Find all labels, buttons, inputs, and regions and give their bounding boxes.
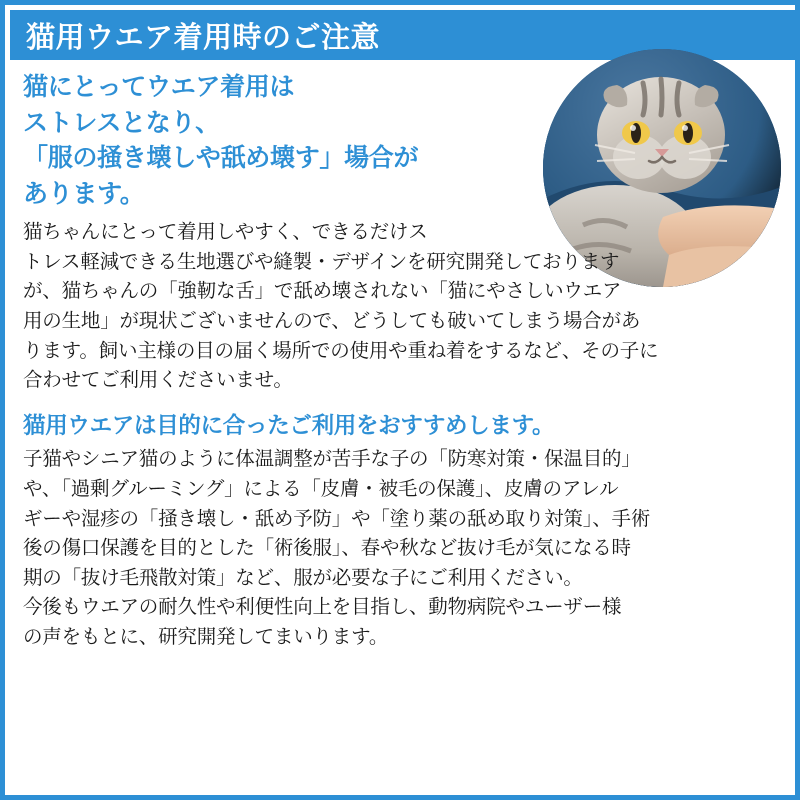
paragraph-line: 子猫やシニア猫のように体温調整が苦手な子の「防寒対策・保温目的」 [23, 448, 641, 471]
paragraph-line: 今後もウエアの耐久性や利便性向上を目指し、動物病院やユーザー様 [23, 596, 622, 619]
paragraph-line: 猫ちゃんにとって着用しやすく、できるだけス [23, 221, 428, 243]
lead-line: ストレスとなり、 [23, 108, 220, 137]
page-title: 猫用ウエア着用時のご注意 [26, 21, 381, 54]
lead-line: 「服の掻き壊しや舐め壊す」場合が [23, 144, 419, 172]
paragraph-line: が、猫ちゃんの「強靭な舌」で舐め壊されない「猫にやさしいウエア [23, 280, 622, 303]
paragraph-three [23, 593, 777, 652]
paragraph-line: 後の傷口保護を目的とした「術後服」、春や秋など抜け毛が気になる時 [23, 537, 631, 560]
paragraph-line: 合わせてご利用くださいませ。 [23, 369, 293, 392]
paragraph-line: トレス軽減できる生地選びや縫製・デザインを研究開発しております [23, 250, 620, 273]
paragraph-line: ります。飼い主様の目の届く場所での使用や重ね着をするなど、その子に [23, 339, 659, 362]
paragraph-line: 用の生地」が現状ございませんので、どうしても破いてしまう場合があ [23, 309, 641, 332]
paragraph-line: や、「過剰グルーミング」による「皮膚・被毛の保護」、皮膚のアレル [23, 477, 619, 500]
paragraph-two [23, 445, 777, 593]
paragraph-line: 期の「抜け毛飛散対策」など、服が必要な子にご利用ください。 [23, 566, 583, 589]
lead-paragraph [23, 70, 543, 212]
lead-line: 猫にとってウエア着用は [23, 73, 295, 101]
paragraph-one [23, 218, 659, 396]
paragraph-line: の声をもとに、研究開発してまいります。 [23, 626, 389, 648]
paragraph-line: ギーや湿疹の「掻き壊し・舐め予防」や「塗り薬の舐め取り対策」、手術 [23, 507, 651, 530]
section-subheading: 猫用ウエアは目的に合ったご利用をおすすめします。 [23, 412, 555, 438]
lead-line: あります。 [23, 179, 145, 208]
content-area [5, 60, 795, 653]
